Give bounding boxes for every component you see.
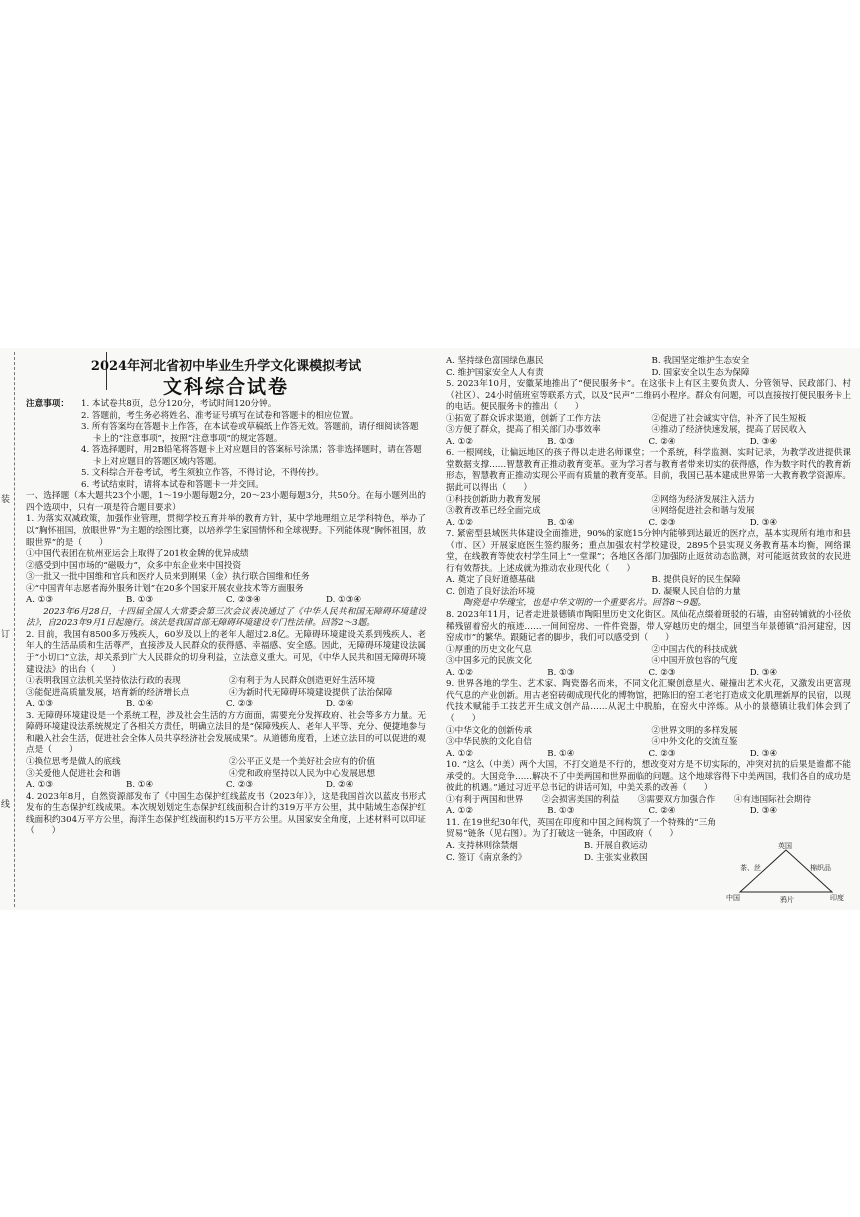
notice-list: [69, 399, 426, 491]
answer-option: D. ③④: [749, 806, 778, 817]
choice: ①科技创新助力教育发展: [446, 494, 541, 505]
edge-tea-silk: 茶、丝: [740, 864, 761, 872]
answer-option: D. 主张实业救国: [584, 852, 648, 863]
answer-option: A. 奠定了良好道德基础: [446, 575, 536, 586]
question-7-choices: [446, 575, 851, 598]
choice: ②感受到中国市场的“磁吸力”，众多中东企业来中国投资: [26, 560, 242, 571]
question-9-answers: [446, 749, 851, 761]
answer-option: D. ③④: [749, 517, 778, 528]
answer-option: C. ②③: [648, 517, 676, 528]
question-8-stem: 8. 2023年11月，记者走进景德镇市陶阳里历史文化街区。凤仙花点缀着斑驳的石墙，由窑砖铺就的小径依稀残留着窑火的痕迹……一间间窑房、一件件瓷器，带人穿越历史的烟尘，回望当年景德镇“沿河建窑，因窑成市”的繁华。跟随记者的脚步，我们可以感受到（ ）: [446, 610, 851, 644]
answer-option: C. 创造了良好法治环境: [446, 586, 536, 597]
question-3-stem: 3. 无障碍环境建设是一个系统工程，涉及社会生活的方方面面，需要充分发挥政府、社会等多方力量。无障碍环境建设法系统规定了各相关方责任，明确立法目的是“保障残疾人、老年人平等、充分、便捷地参与和融入社会生活，促进社会全体人员共享经济社会发展成果”。从道德角度看，上述立法目的可以促进的观点是（ ）: [26, 710, 426, 756]
binding-line: [0, 352, 15, 907]
question-11-choices: [446, 841, 716, 864]
answer-option: A. 支持林则徐禁烟: [446, 840, 518, 851]
choice: ③能促进高质量发展，培育新的经济增长点: [26, 687, 190, 698]
question-2-choices: [26, 676, 426, 699]
node-china: 中国: [726, 894, 740, 902]
choice: ③教育改革已经全面完成: [446, 506, 541, 517]
notice-item: 2. 答题前，考生务必将姓名、准考证号填写在试卷和答题卡的相应位置。: [80, 410, 359, 421]
choice: ②会损害美国的利益: [541, 794, 620, 805]
answer-option: B. ①④: [126, 699, 154, 710]
choice: ③关爱他人促进社会和谐: [26, 768, 121, 779]
choice: ④网络促进社会和谐与发展: [651, 506, 755, 517]
question-6-stem: 6. 一根网线，让偏远地区的孩子得以走进名师课堂；一个系统，科学监测、实时记录，为教学改进提供课堂数据支撑……智慧教育正推动教育变革。亚为学习者与教育者带来切实的获得感，作为数字时代的教育新形态，智慧教育正推动实现公平而有质量的教育变革。目前，我国已基本建成世界第一大教育教学资源库。据此可以得出（ ）: [446, 448, 851, 494]
question-8-choices: [446, 645, 851, 668]
choice: ④中外文化的交流互鉴: [651, 737, 738, 748]
question-2-stem: 2. 目前，我国有8500多万残疾人，60岁及以上的老年人超过2.8亿。无障碍环境建设关系到残疾人、老年人的生活品质和生活尊严，直接涉及人民群众的获得感、幸福感、安全感。因此，无障碍环境建设法属于“小切口”立法，却关系到广大人民群众的切身利益，立法意义重大。可见，《中华人民共和国无障碍环境建设法》的出台（ ）: [26, 629, 426, 675]
choice: ③中华民族的文化自信: [446, 737, 532, 748]
notice-item: 6. 考试结束时，请将本试卷和答题卡一并交回。: [80, 479, 264, 490]
answer-option: A. ①②: [446, 436, 474, 447]
notice-item: 3. 所有答案均在答题卡上作答，在本试卷或草稿纸上作答无效。答题前，请仔细阅读答题卡上的“注意事项”，按照“注意事项”的规定答题。: [80, 422, 419, 444]
answer-option: B. ①③: [547, 667, 575, 678]
choice: ②有利于为人民群众创造更好生活环境: [229, 676, 376, 687]
question-9-stem: 9. 世界各地的学生、艺术家、陶瓷器名而来，不同文化汇聚创意星火、碰撞出艺术火花，又激发出更富现代气息的产业创新。用古老窑砖砌成现代化的博物馆，把陈旧的窑工老宅打造成文化肌理新厚的民宿，以现代技术赋能手工技艺开生成文创产品……从泥土中脱胎，在窑火中淬炼。从小的景德镇让我们体会到了（ ）: [446, 679, 851, 724]
answer-option: D. ②④: [326, 699, 354, 710]
choice: ②促进了社会诚实守信，补齐了民生短板: [651, 413, 807, 424]
answer-option: B. ①③: [547, 806, 575, 817]
answer-option: C. ②③: [648, 667, 676, 678]
choice: ④为新时代无障碍环境建设提供了法治保障: [229, 687, 393, 698]
question-9-choices: [446, 726, 851, 749]
choice: ②中国古代的科技成就: [651, 644, 738, 655]
answer-option: A. 坚持绿色富国绿色惠民: [446, 356, 544, 366]
question-11-stem: 11. 在19世纪30年代，英国在印度和中国之间构筑了一个特殊的“三角贸易”链条（见右图）。为了打破这一链条，中国政府（ ）: [446, 817, 716, 840]
choice: ②公平正义是一个美好社会应有的价值: [229, 756, 376, 767]
choice: ③一批又一批中国维和官兵和医疗人员来到刚果（金）执行联合国维和任务: [26, 572, 310, 583]
answer-option: B. ①③: [126, 595, 154, 606]
question-5-choices: [446, 414, 851, 437]
question-6-answers: [446, 518, 851, 530]
answer-option: A. ①③: [26, 595, 54, 606]
question-6-choices: [446, 495, 851, 518]
choice: ②世界文明的多样发展: [651, 725, 738, 736]
exam-title: 2024年河北省初中毕业生升学文化课模拟考试: [90, 359, 362, 374]
question-4-stem: 4. 2023年8月，自然资源部发布了《中国生态保护红线蓝皮书（2023年）》，这是我国首次以蓝皮书形式发布的生态保护红线成果。本次规划划定生态保护红线面积合计约319万平方公里，其中陆域生态保护红线面积约304万平方公里，海洋生态保护红线面积约15万平方公里。从国家安全角度，上述材料可以印证（ ）: [26, 791, 426, 837]
answer-option: C. 维护国家安全人人有责: [446, 367, 544, 378]
answer-option: D. ②④: [326, 780, 354, 791]
choice: ①有利于两国和世界: [446, 794, 524, 805]
right-column: [446, 356, 851, 864]
answer-option: A. ①③: [26, 699, 54, 710]
question-10-stem: 10. “这么（中美）两个大国，不打交道是不行的，想改变对方是不切实际的，冲突对抗的后果是谁都不能承受的。大国竞争……解决不了中美两国和世界面临的问题。这个地球容得下中美两国，我们各自的成功是彼此的机遇。”通过习近平总书记的讲话可知，中美关系的改善（ ）: [446, 760, 851, 794]
answer-option: C. 签订《南京条约》: [446, 852, 527, 863]
answer-option: B. ①④: [547, 748, 575, 759]
choice: ④中国开放包容的气度: [651, 656, 738, 667]
edge-cotton: 棉织品: [810, 864, 831, 872]
answer-option: D. ①③④: [326, 595, 362, 606]
answer-option: A. ①②: [446, 806, 474, 817]
binding-char-xian: 线: [1, 800, 11, 810]
choice: ①中国代表团在杭州亚运会上取得了201枚金牌的优异成绩: [26, 549, 249, 560]
answer-option: C. ②③④: [226, 595, 261, 606]
answer-option: A. ①②: [446, 517, 474, 528]
question-7-stem: 7. 紧密型县域医共体建设全面推进，90%的家庭15分钟内能够到达最近的医疗点，基本实现所有地市和县（市、区）开展家庭医生签约服务；重点加强农村学校建设，2895个县实现义务教育基本均衡，网络课堂，在线教育等使农村学生同上“一堂课”；各地区各部门加强防止返贫动态监测，对可能返贫致贫的农民进行有效帮扶。上述成就为推动农业现代化（ ）: [446, 529, 851, 574]
choice: ①厚重的历史文化气息: [446, 644, 532, 655]
answer-option: A. ①③: [26, 780, 54, 791]
choice: ③方便了群众，提高了相关部门办事效率: [446, 425, 601, 436]
choice: ①换位思考是做人的底线: [26, 756, 121, 767]
choice: ①表明我国立法机关坚持依法行政的表现: [26, 676, 181, 687]
answer-option: D. ③④: [749, 748, 778, 759]
choice: ③中国多元的民族文化: [446, 656, 532, 667]
choice: ①拓宽了群众诉求渠道，创新了工作方法: [446, 413, 601, 424]
edge-opium: 鸦片: [780, 896, 794, 904]
notice-item: 5. 文科综合开卷考试，考生须独立作答，不得讨论，不得传抄。: [80, 468, 324, 479]
question-10-answers: [446, 806, 851, 818]
question-1-choices: [26, 549, 426, 595]
question-8-answers: [446, 668, 851, 680]
question-10-choices: [446, 795, 851, 807]
material-intro-8-9: 陶瓷是中华瑰宝，也是中华文明的一个重要名片。回答8～9题。: [463, 598, 707, 609]
question-5-stem: 5. 2023年10月，安徽某地推出了“便民服务卡”。在这张卡上有区主要负责人、分管领导、民政部门、村（社区）、24小时值班室等联系方式，以及“民声”二维码小程序。群众有问题，可以直接按打便民服务卡上的电话。便民服务卡的推出（ ）: [446, 379, 851, 413]
left-column: [26, 356, 426, 838]
material-intro-2-3: 2023年6月28日，十四届全国人大常委会第三次会议表决通过了《中华人民共和国无障碍环境建设法》，自2023年9月1日起施行。该法是我国首部无障碍环境建设专门性法律。回答2～3题。: [26, 606, 426, 629]
choice: ④推动了经济快速发展，提高了居民收入: [651, 425, 807, 436]
triangle-trade-diagram: [726, 842, 846, 904]
question-5-answers: [446, 437, 851, 449]
answer-option: B. 我国坚定维护生态安全: [651, 356, 750, 366]
choice: ④“中国青年志愿者海外服务计划”在20多个国家开展农业技术等方面服务: [26, 583, 304, 594]
question-1-stem: 1. 为落实双减政策，加强作业管理，贯彻学校五育并举的教育方针，某中学地理组立足学科特色，举办了以“胸怀祖国，放眼世界”为主题的绘图比赛，以培养学生家国情怀和全球视野。下列能体现“胸怀祖国，放眼世界”的是（ ）: [26, 514, 426, 548]
answer-option: C. ②③: [226, 780, 254, 791]
answer-option: B. 提供良好的民生保障: [651, 575, 741, 586]
question-4-options: [446, 356, 851, 379]
notice-block: [26, 399, 426, 491]
notice-item: 1. 本试卷共8页，总分120分，考试时间120分钟。: [80, 399, 277, 409]
answer-option: B. ①④: [126, 780, 154, 791]
choice: ①中华文化的创新传承: [446, 725, 532, 736]
choice: ④党和政府坚持以人民为中心发展思想: [229, 768, 376, 779]
section-heading: 一、选择题（本大题共23个小题，1～19小题每题2分，20～23小题每题3分，共50分。在每小题列出的四个选项中，只有一项是符合题目要求）: [26, 491, 426, 513]
answer-option: C. ②④: [648, 806, 676, 817]
notice-label: 注意事项：: [26, 399, 69, 409]
answer-option: C. ②④: [648, 436, 676, 447]
question-3-choices: [26, 757, 426, 780]
notice-item: 4. 答选择题时，用2B铅笔将答题卡上对应题目的答案标号涂黑；答非选择题时，请在答题卡上对应题目的答题区域内答题。: [80, 445, 422, 467]
answer-option: A. ①②: [446, 667, 474, 678]
choice: ②网络为经济发展注入活力: [651, 494, 755, 505]
answer-option: A. ①②: [446, 748, 474, 759]
answer-option: D. ③④: [749, 436, 778, 447]
node-britain: 英国: [778, 842, 792, 850]
question-3-answers: [26, 780, 426, 792]
question-1-answers: [26, 595, 426, 607]
binding-char-ding: 订: [1, 630, 11, 640]
answer-option: B. ①③: [547, 436, 575, 447]
question-2-answers: [26, 699, 426, 711]
answer-option: D. ③④: [749, 667, 778, 678]
answer-option: D. 凝聚人民自信的力量: [651, 586, 741, 597]
node-india: 印度: [830, 894, 844, 902]
answer-option: B. 开展自救运动: [584, 840, 648, 851]
binding-char-zhuang: 装: [1, 495, 11, 505]
choice: ④有违国际社会期待: [733, 794, 812, 805]
answer-option: B. ①④: [547, 517, 575, 528]
answer-option: C. ②③: [226, 699, 254, 710]
answer-option: C. ②③: [648, 748, 676, 759]
choice: ③需要双方加强合作: [637, 794, 716, 805]
answer-option: D. 国家安全以生态为保障: [651, 367, 750, 378]
exam-subtitle: 文科综合试卷: [162, 376, 289, 398]
